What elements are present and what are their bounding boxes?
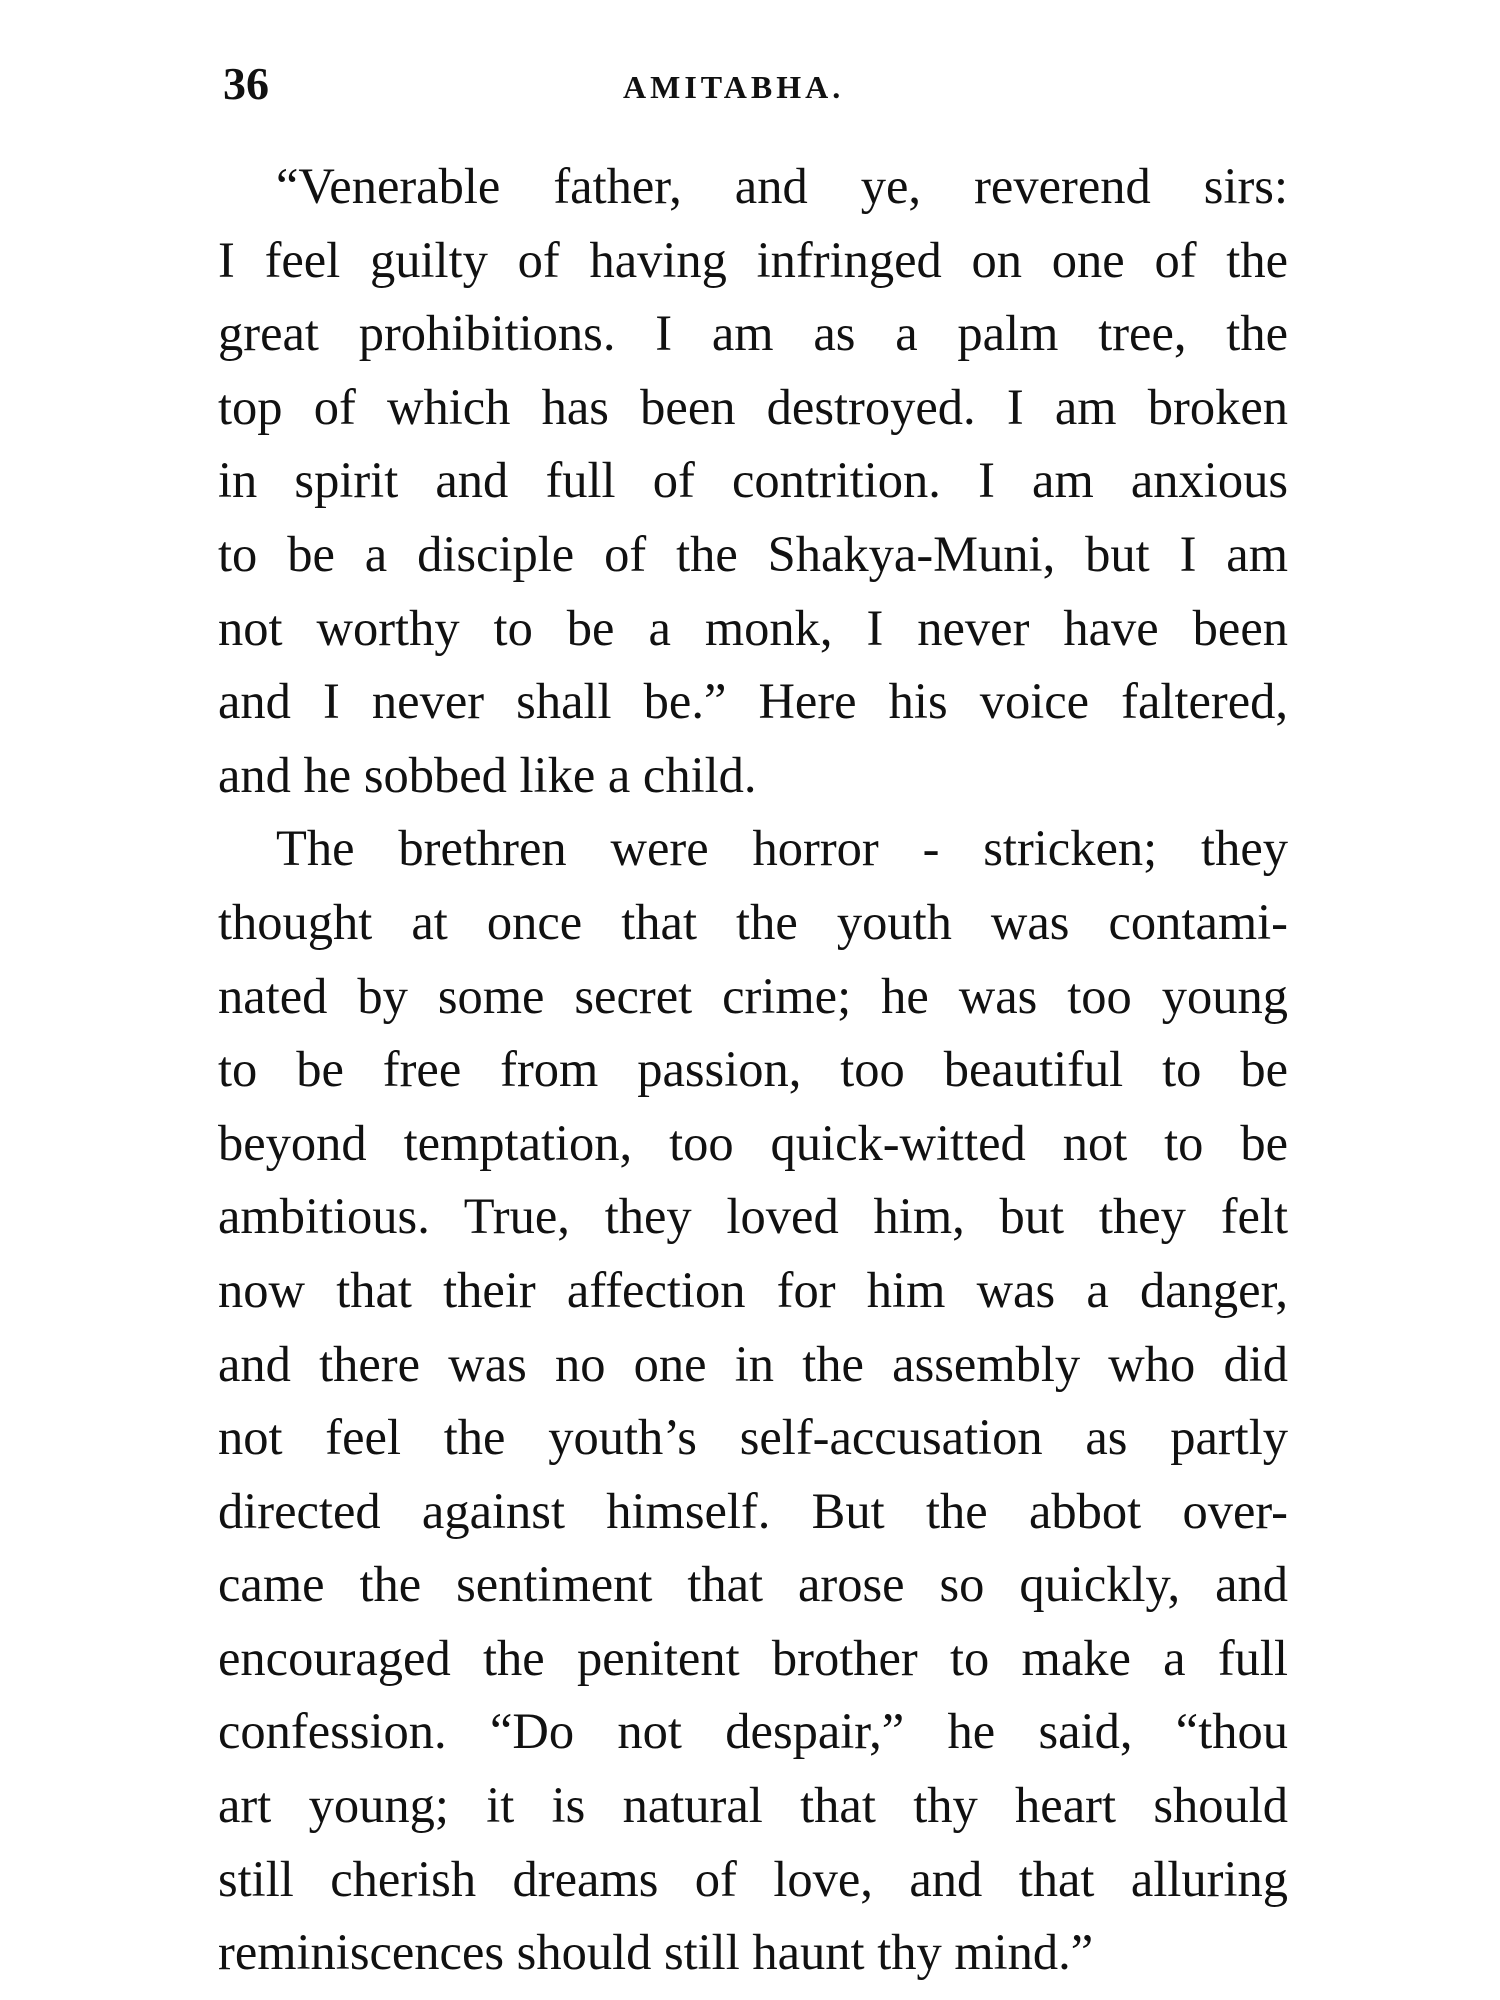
text-line: not worthy to be a monk, I never have been — [218, 599, 1288, 656]
text-line: reminiscences should still haunt thy mind.” — [218, 1924, 1094, 1981]
text-line: and I never shall be.” Here his voice faltered, — [218, 673, 1288, 730]
text-line: “Venerable father, and ye, reverend sirs: — [276, 158, 1288, 214]
text-line: The brethren were horror - stricken; they — [276, 820, 1288, 877]
text-line: now that their affection for him was a danger, — [218, 1261, 1288, 1318]
text-line: to be a disciple of the Shakya-Muni, but I am — [218, 525, 1288, 582]
text-line: to be free from passion, too beautiful to be — [218, 1041, 1288, 1098]
text-line: great prohibitions. I am as a palm tree, the — [218, 305, 1288, 362]
text-line: I feel guilty of having infringed on one of the — [218, 231, 1288, 288]
text-line: and there was no one in the assembly who did — [218, 1335, 1288, 1392]
text-line: came the sentiment that arose so quickly, and — [218, 1556, 1288, 1613]
text-line: top of which has been destroyed. I am broken — [218, 378, 1288, 435]
text-line: in spirit and full of contrition. I am anxious — [218, 452, 1288, 509]
text-line: encouraged the penitent brother to make a full — [218, 1629, 1288, 1686]
text-line: ambitious. True, they loved him, but they felt — [218, 1188, 1288, 1245]
text-line: still cherish dreams of love, and that alluring — [218, 1850, 1288, 1907]
text-line: and he sobbed like a child. — [218, 746, 757, 803]
text-line: art young; it is natural that thy heart should — [218, 1777, 1288, 1834]
text-line: directed against himself. But the abbot over- — [218, 1482, 1288, 1539]
text-line: confession. “Do not despair,” he said, “thou — [218, 1703, 1288, 1760]
text-line: beyond temptation, too quick-witted not to be — [218, 1114, 1288, 1171]
running-title: AMITABHA. — [623, 69, 845, 105]
text-line: thought at once that the youth was contami- — [218, 893, 1288, 950]
text-line: not feel the youth’s self-accusation as partly — [218, 1409, 1288, 1466]
text-line: nated by some secret crime; he was too young — [218, 967, 1288, 1024]
page-number: 36 — [223, 58, 269, 109]
body-text — [218, 150, 1288, 1990]
